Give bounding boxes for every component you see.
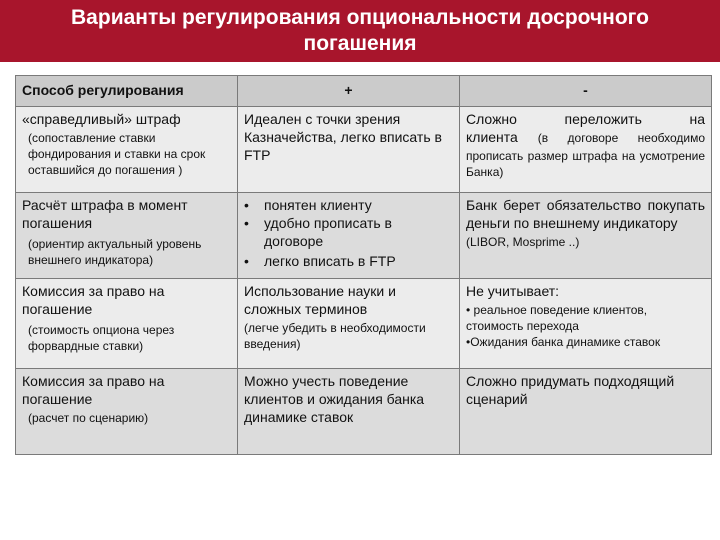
- header-method: Способ регулирования: [16, 76, 238, 107]
- method-note: (сопоставление ставки фондирования и ставки на срок оставшийся до погашения ): [28, 131, 206, 177]
- slide-title: [0, 0, 720, 62]
- plus-text: Идеален с точки зрения Казначейства, легко вписать в FTP: [244, 111, 442, 163]
- header-plus: +: [238, 76, 460, 107]
- minus-note-item: • реальное поведение клиентов, стоимость перехода: [466, 303, 648, 333]
- method-text: Комиссия за право на погашение: [22, 283, 165, 317]
- minus-text-line-1: Сложно переложить на: [466, 111, 705, 127]
- method-text: Расчёт штрафа в момент погашения: [22, 197, 188, 231]
- plus-cell: [238, 279, 460, 369]
- slide-title-line-2: погашения: [303, 32, 417, 55]
- minus-text: Сложно придумать подходящий сценарий: [466, 373, 675, 407]
- minus-cell: [460, 279, 712, 369]
- minus-note: прописать размер штрафа на усмотрение Банка): [466, 149, 705, 179]
- method-cell: [16, 279, 238, 369]
- method-text: Комиссия за право на погашение: [22, 373, 165, 407]
- plus-cell: [238, 107, 460, 193]
- plus-bullet-item: • понятен клиенту: [264, 196, 453, 214]
- plus-bullet-item: • легко вписать в FTP: [264, 252, 453, 270]
- method-note: (расчет по сценарию): [28, 411, 149, 425]
- plus-note: (легче убедить в необходимости введения): [244, 321, 426, 351]
- plus-text: Можно учесть поведение клиентов и ожидания банка динамике ставок: [244, 373, 425, 425]
- header-minus: -: [460, 76, 712, 107]
- table-row: [16, 279, 712, 369]
- method-cell: [16, 107, 238, 193]
- minus-text-small: (в договоре необходимо: [537, 131, 705, 145]
- plus-text: Использование науки и сложных терминов: [244, 283, 396, 317]
- minus-text: Банк берет обязательство покупать деньги по внешнему индикатору: [466, 197, 705, 231]
- method-text: «справедливый» штраф: [22, 111, 181, 127]
- plus-cell: [238, 193, 460, 279]
- minus-cell: [460, 369, 712, 455]
- minus-cell: [460, 107, 712, 193]
- plus-bullet-item: • удобно прописать в договоре: [264, 214, 453, 250]
- minus-text-line-2: [466, 128, 705, 146]
- table-row: [16, 369, 712, 455]
- minus-cell: [460, 193, 712, 279]
- table-row: [16, 193, 712, 279]
- method-cell: [16, 193, 238, 279]
- table-row: [16, 107, 712, 193]
- comparison-table: [15, 75, 712, 455]
- plus-bullet-list: [244, 196, 453, 270]
- minus-note: (LIBOR, Mosprime ..): [466, 235, 580, 249]
- method-cell: [16, 369, 238, 455]
- method-note: (ориентир актуальный уровень внешнего индикатора): [28, 237, 202, 267]
- slide-title-line-1: Варианты регулирования опциональности досрочного: [71, 6, 649, 29]
- method-note: (стоимость опциона через форвардные ставки): [28, 323, 175, 353]
- minus-note-item: •Ожидания банка динамике ставок: [466, 335, 661, 349]
- minus-text-main: клиента: [466, 129, 518, 145]
- minus-text: Не учитывает:: [466, 283, 560, 299]
- table-header-row: [16, 76, 712, 107]
- plus-cell: [238, 369, 460, 455]
